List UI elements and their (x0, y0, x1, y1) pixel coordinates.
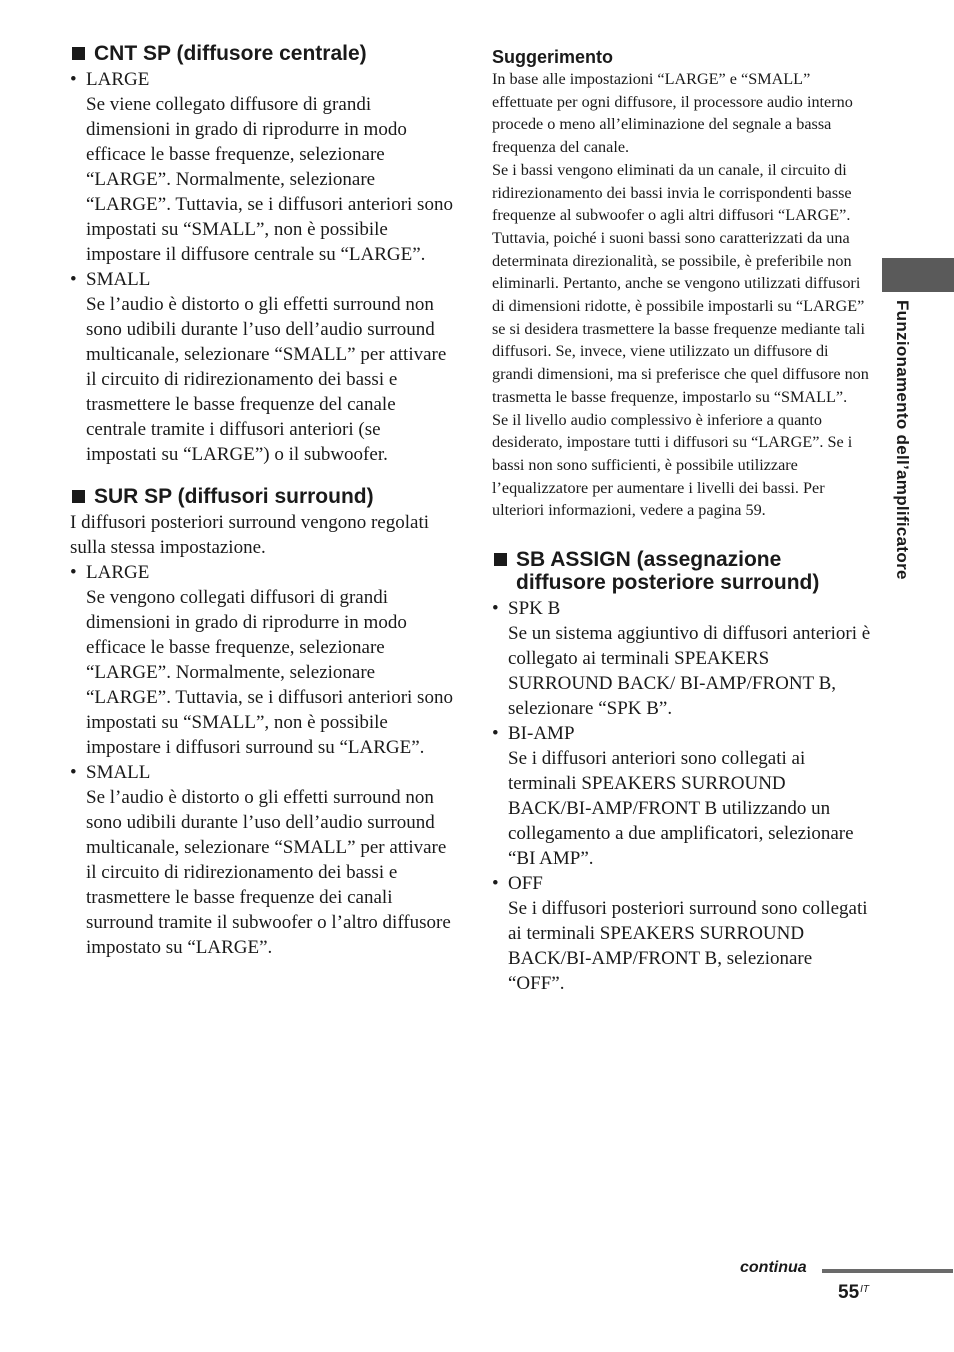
section-sur-sp (70, 485, 455, 960)
bullet-icon: • (70, 762, 77, 783)
bullet-icon: • (70, 562, 77, 583)
section-sb-assign (492, 548, 872, 996)
continua-rule (822, 1269, 953, 1273)
option-label: SMALL (86, 269, 151, 290)
section-intro: I diffusori posteriori surround vengono regolati sulla stessa impostazione. (70, 512, 429, 558)
option-label: SMALL (86, 762, 151, 783)
tip-paragraph: Se il livello audio complessivo è inferiore a quanto desiderato, impostare tutti i diffusori su “LARGE”. Se i bassi non sono sufficienti, è possibile utilizzare l’equalizzatore per aumentare i livelli dei bassi. Per ulteriori informazioni, vedere a pagina 59. (492, 410, 853, 520)
bullet-icon: • (492, 598, 499, 620)
option-label: LARGE (86, 562, 150, 583)
continua-label: continua (740, 1259, 807, 1276)
square-bullet-icon (494, 553, 507, 566)
section-heading: CNT SP (diffusore centrale) (70, 42, 455, 65)
left-column (70, 42, 455, 978)
bullet-icon: • (492, 723, 499, 745)
right-column (492, 42, 872, 1014)
option-description: Se viene collegato diffusore di grandi dimensioni in grado di riprodurre in modo efficace le basse frequenze, selezionare “LARGE”. Normalmente, selezionare “LARGE”. Tuttavia, se i diffusori anteriori sono impostati su “SMALL”, non è possibile impostare il diffusore centrale su “LARGE”. (86, 94, 453, 265)
option-item (70, 560, 455, 760)
option-description: Se i diffusori anteriori sono collegati ai terminali SPEAKERS SURROUND BACK/BI-AMP/FRONT B utilizzando un collegamento a due amplificatori, selezionare “BI AMP”. (508, 748, 854, 870)
page-suffix: IT (860, 1284, 870, 1295)
option-label: BI-AMP (508, 723, 575, 745)
page-number: $55^{IT}$ (838, 1282, 870, 1303)
section-heading: SUR SP (diffusori surround) (70, 485, 455, 508)
option-item (70, 67, 455, 267)
tip-paragraph: Tuttavia, poiché i suoni bassi sono caratterizzati da una determinata direzionalità, se possibile, è preferibile non eliminarli. Pertanto, anche se vengono utilizzati diffusori di dimensioni ridotte, è possibile impostarli su “LARGE” se si desidera trasmettere la basse frequenze mediante tali diffusori. Se, invece, viene utilizzato un diffusore di grandi dimensioni, ma si preferisce che quel diffusore non trasmetta le basse frequenze, impostarlo su “SMALL”. (492, 228, 869, 406)
bullet-icon: • (492, 873, 499, 895)
option-label: SPK B (508, 598, 561, 620)
bullet-icon: • (70, 269, 77, 290)
option-label: LARGE (86, 69, 150, 90)
chapter-label: Funzionamento dell’amplificatore (893, 300, 912, 580)
square-bullet-icon (72, 47, 85, 60)
option-item (492, 596, 872, 721)
section-heading: SB ASSIGN (assegnazione diffusore posteriore surround) (492, 548, 872, 594)
tip-paragraph: Se i bassi vengono eliminati da un canale, il circuito di ridirezionamento dei bassi invia le corrispondenti basse frequenze al subwoofer o agli altri diffusori “LARGE”. (492, 160, 852, 225)
option-description: Se l’audio è distorto o gli effetti surround non sono udibili durante l’uso dell’audio surround multicanale, selezionare “SMALL” per attivare il circuito di ridirezionamento dei bassi e trasmettere le basse frequenze dei canali surround tramite il subwoofer o l’altro diffusore impostato su “LARGE”. (86, 787, 451, 958)
option-item (492, 871, 872, 996)
chapter-tab (882, 258, 954, 292)
option-description: Se vengono collegati diffusori di grandi dimensioni in grado di riprodurre in modo efficace le basse frequenze, selezionare “LARGE”. Normalmente, selezionare “LARGE”. Tuttavia, se i diffusori anteriori sono impostati su “SMALL”, non è possibile impostare i diffusori surround su “LARGE”. (86, 587, 453, 758)
tip-title: Suggerimento (492, 47, 614, 67)
option-item (70, 267, 455, 467)
option-description: Se l’audio è distorto o gli effetti surround non sono udibili durante l’uso dell’audio surround multicanale, selezionare “SMALL” per attivare il circuito di ridirezionamento dei bassi e trasmettere le basse frequenze del canale centrale tramite i diffusori anteriori (se impostati su “LARGE”) o il subwoofer. (86, 294, 447, 465)
option-description: Se un sistema aggiuntivo di diffusori anteriori è collegato ai terminali SPEAKERS SURROUND BACK/ BI-AMP/FRONT B, selezionare “SPK B”. (508, 623, 871, 720)
option-label: OFF (508, 873, 543, 895)
option-description: Se i diffusori posteriori surround sono collegati ai terminali SPEAKERS SURROUND BACK/BI-AMP/FRONT B, selezionare “OFF”. (508, 898, 868, 995)
tip-paragraph: In base alle impostazioni “LARGE” e “SMALL” effettuate per ogni diffusore, il processore audio interno procede o meno all’eliminazione del segnale a bassa frequenza del canale. (492, 70, 853, 157)
option-item (70, 760, 455, 960)
tip-box (492, 46, 872, 522)
section-cnt-sp (70, 42, 455, 467)
option-item (492, 721, 872, 871)
square-bullet-icon (72, 490, 85, 503)
bullet-icon: • (70, 69, 77, 90)
